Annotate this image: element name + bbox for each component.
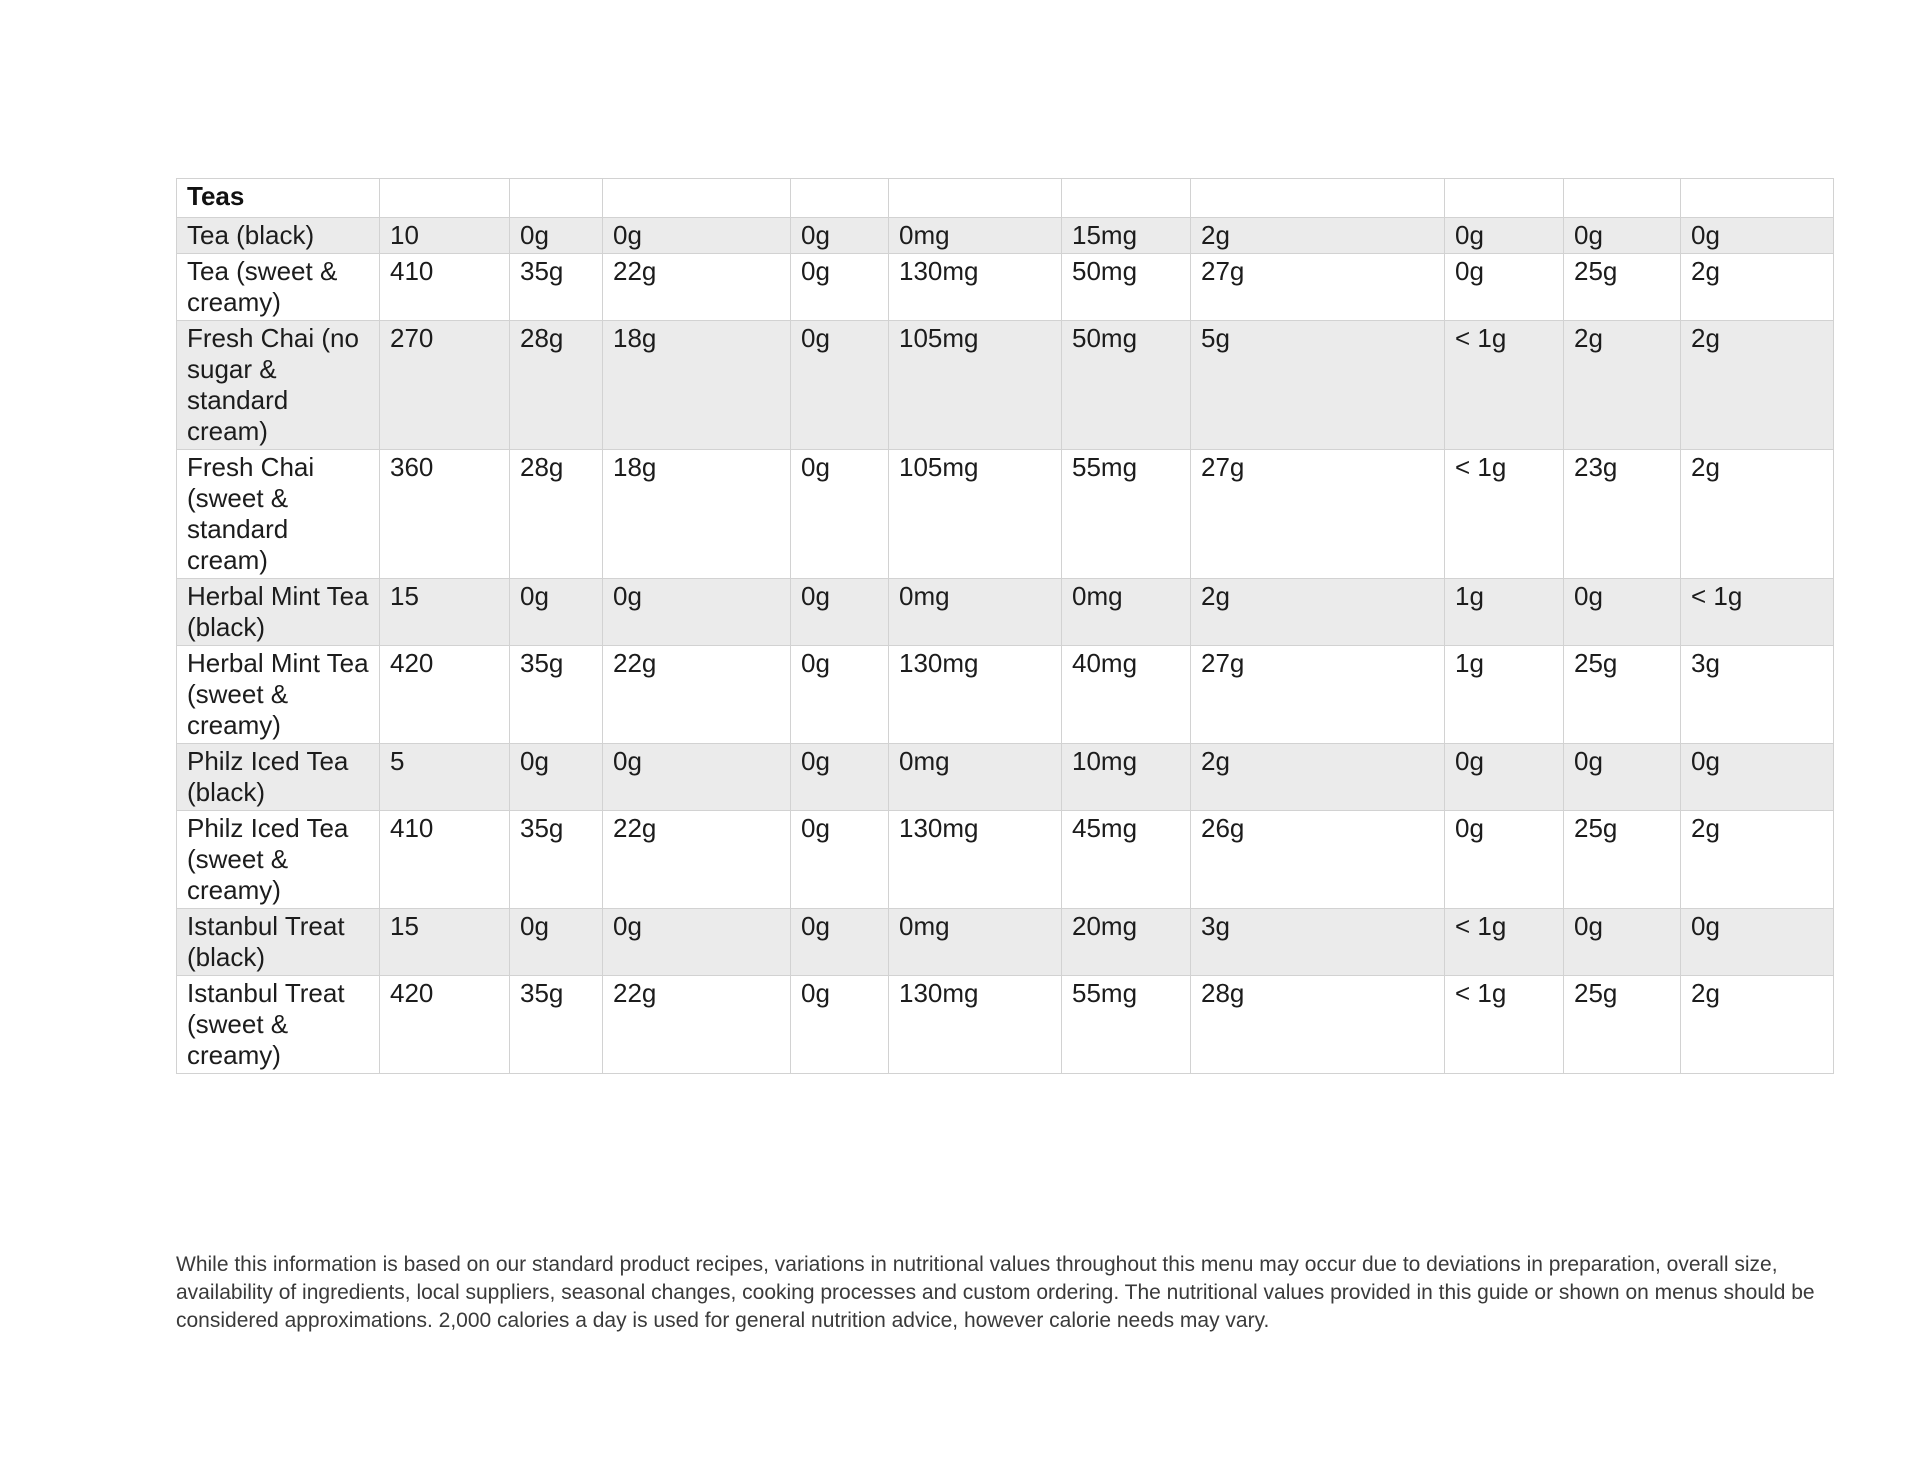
value-cell: 0g xyxy=(603,744,791,811)
value-cell: 22g xyxy=(603,976,791,1074)
value-cell: 2g xyxy=(1564,321,1681,450)
table-row xyxy=(177,254,1834,321)
value-cell: 0mg xyxy=(889,218,1062,254)
value-cell: 420 xyxy=(380,646,510,744)
value-cell: 28g xyxy=(510,321,603,450)
value-cell: 410 xyxy=(380,811,510,909)
value-cell: 0g xyxy=(1445,218,1564,254)
table-row xyxy=(177,321,1834,450)
value-cell: 35g xyxy=(510,254,603,321)
table-row xyxy=(177,579,1834,646)
value-cell: 0g xyxy=(791,646,889,744)
table-row xyxy=(177,218,1834,254)
value-cell: < 1g xyxy=(1445,909,1564,976)
empty-header-cell xyxy=(1191,179,1445,218)
value-cell: 0mg xyxy=(889,744,1062,811)
item-name-cell: Philz Iced Tea (sweet & creamy) xyxy=(177,811,380,909)
value-cell: 23g xyxy=(1564,450,1681,579)
value-cell: 130mg xyxy=(889,976,1062,1074)
value-cell: 0mg xyxy=(889,579,1062,646)
disclaimer-text: While this information is based on our standard product recipes, variations in nutritional values throughout this menu may occur due to deviations in preparation, overall size, availability of ingredients, local suppliers, seasonal changes, cooking processes and custom ordering. The nutritional values provided in this guide or shown on menus should be considered approximations. 2,000 calories a day is used for general nutrition advice, however calorie needs may vary. xyxy=(176,1253,1815,1332)
value-cell: 25g xyxy=(1564,646,1681,744)
table-row xyxy=(177,909,1834,976)
value-cell: 130mg xyxy=(889,254,1062,321)
value-cell: 25g xyxy=(1564,254,1681,321)
value-cell: < 1g xyxy=(1445,321,1564,450)
value-cell: 0g xyxy=(1564,218,1681,254)
value-cell: 0g xyxy=(791,744,889,811)
item-name-cell: Herbal Mint Tea (sweet & creamy) xyxy=(177,646,380,744)
value-cell: 2g xyxy=(1191,579,1445,646)
empty-header-cell xyxy=(1062,179,1191,218)
value-cell: 0g xyxy=(603,579,791,646)
value-cell: 10 xyxy=(380,218,510,254)
value-cell: 15 xyxy=(380,909,510,976)
empty-header-cell xyxy=(1445,179,1564,218)
empty-header-cell xyxy=(889,179,1062,218)
value-cell: 0g xyxy=(1445,744,1564,811)
value-cell: 35g xyxy=(510,976,603,1074)
value-cell: 0g xyxy=(510,744,603,811)
value-cell: 5g xyxy=(1191,321,1445,450)
value-cell: 40mg xyxy=(1062,646,1191,744)
value-cell: 0g xyxy=(1681,218,1834,254)
value-cell: 0g xyxy=(791,909,889,976)
value-cell: 20mg xyxy=(1062,909,1191,976)
value-cell: < 1g xyxy=(1445,976,1564,1074)
value-cell: 420 xyxy=(380,976,510,1074)
value-cell: 35g xyxy=(510,646,603,744)
value-cell: 0g xyxy=(510,909,603,976)
value-cell: < 1g xyxy=(1681,579,1834,646)
value-cell: 0g xyxy=(1564,579,1681,646)
empty-header-cell xyxy=(791,179,889,218)
value-cell: 22g xyxy=(603,646,791,744)
value-cell: 55mg xyxy=(1062,976,1191,1074)
value-cell: 105mg xyxy=(889,321,1062,450)
value-cell: 22g xyxy=(603,254,791,321)
value-cell: 0g xyxy=(1445,254,1564,321)
value-cell: 15 xyxy=(380,579,510,646)
value-cell: 27g xyxy=(1191,254,1445,321)
value-cell: 2g xyxy=(1681,976,1834,1074)
item-name-cell: Fresh Chai (sweet & standard cream) xyxy=(177,450,380,579)
value-cell: 2g xyxy=(1681,254,1834,321)
value-cell: 0g xyxy=(791,976,889,1074)
value-cell: 0mg xyxy=(889,909,1062,976)
value-cell: 0g xyxy=(791,579,889,646)
item-name-cell: Tea (black) xyxy=(177,218,380,254)
section-title-cell: Teas xyxy=(177,179,380,218)
value-cell: 50mg xyxy=(1062,321,1191,450)
value-cell: 2g xyxy=(1191,744,1445,811)
item-name-cell: Fresh Chai (no sugar & standard cream) xyxy=(177,321,380,450)
value-cell: 5 xyxy=(380,744,510,811)
value-cell: 3g xyxy=(1191,909,1445,976)
value-cell: 18g xyxy=(603,321,791,450)
value-cell: 1g xyxy=(1445,646,1564,744)
empty-header-cell xyxy=(1564,179,1681,218)
table-row xyxy=(177,744,1834,811)
item-name-cell: Philz Iced Tea (black) xyxy=(177,744,380,811)
value-cell: 360 xyxy=(380,450,510,579)
value-cell: 0g xyxy=(1445,811,1564,909)
value-cell: 10mg xyxy=(1062,744,1191,811)
value-cell: 15mg xyxy=(1062,218,1191,254)
value-cell: 3g xyxy=(1681,646,1834,744)
value-cell: 130mg xyxy=(889,811,1062,909)
value-cell: 35g xyxy=(510,811,603,909)
value-cell: 1g xyxy=(1445,579,1564,646)
value-cell: 410 xyxy=(380,254,510,321)
value-cell: 2g xyxy=(1681,811,1834,909)
value-cell: 0g xyxy=(1564,909,1681,976)
value-cell: 55mg xyxy=(1062,450,1191,579)
value-cell: 0g xyxy=(791,811,889,909)
value-cell: 2g xyxy=(1191,218,1445,254)
value-cell: 105mg xyxy=(889,450,1062,579)
value-cell: 0g xyxy=(1681,909,1834,976)
value-cell: 0g xyxy=(510,579,603,646)
value-cell: 0g xyxy=(603,909,791,976)
value-cell: 28g xyxy=(510,450,603,579)
value-cell: 27g xyxy=(1191,646,1445,744)
empty-header-cell xyxy=(380,179,510,218)
table-body xyxy=(177,179,1834,1074)
table-row xyxy=(177,646,1834,744)
value-cell: 26g xyxy=(1191,811,1445,909)
value-cell: 22g xyxy=(603,811,791,909)
nutrition-table xyxy=(176,178,1834,1074)
empty-header-cell xyxy=(603,179,791,218)
item-name-cell: Herbal Mint Tea (black) xyxy=(177,579,380,646)
value-cell: 0g xyxy=(1681,744,1834,811)
value-cell: 2g xyxy=(1681,321,1834,450)
value-cell: 0g xyxy=(1564,744,1681,811)
table-row xyxy=(177,450,1834,579)
table-section-header-row xyxy=(177,179,1834,218)
value-cell: 270 xyxy=(380,321,510,450)
value-cell: 0g xyxy=(791,254,889,321)
value-cell: < 1g xyxy=(1445,450,1564,579)
table-row xyxy=(177,976,1834,1074)
item-name-cell: Tea (sweet & creamy) xyxy=(177,254,380,321)
value-cell: 27g xyxy=(1191,450,1445,579)
value-cell: 28g xyxy=(1191,976,1445,1074)
empty-header-cell xyxy=(510,179,603,218)
value-cell: 2g xyxy=(1681,450,1834,579)
value-cell: 130mg xyxy=(889,646,1062,744)
table-row xyxy=(177,811,1834,909)
value-cell: 0g xyxy=(603,218,791,254)
item-name-cell: Istanbul Treat (black) xyxy=(177,909,380,976)
value-cell: 25g xyxy=(1564,976,1681,1074)
value-cell: 25g xyxy=(1564,811,1681,909)
value-cell: 0g xyxy=(791,321,889,450)
value-cell: 0g xyxy=(791,450,889,579)
item-name-cell: Istanbul Treat (sweet & creamy) xyxy=(177,976,380,1074)
value-cell: 50mg xyxy=(1062,254,1191,321)
value-cell: 0mg xyxy=(1062,579,1191,646)
value-cell: 18g xyxy=(603,450,791,579)
empty-header-cell xyxy=(1681,179,1834,218)
value-cell: 0g xyxy=(510,218,603,254)
value-cell: 45mg xyxy=(1062,811,1191,909)
value-cell: 0g xyxy=(791,218,889,254)
